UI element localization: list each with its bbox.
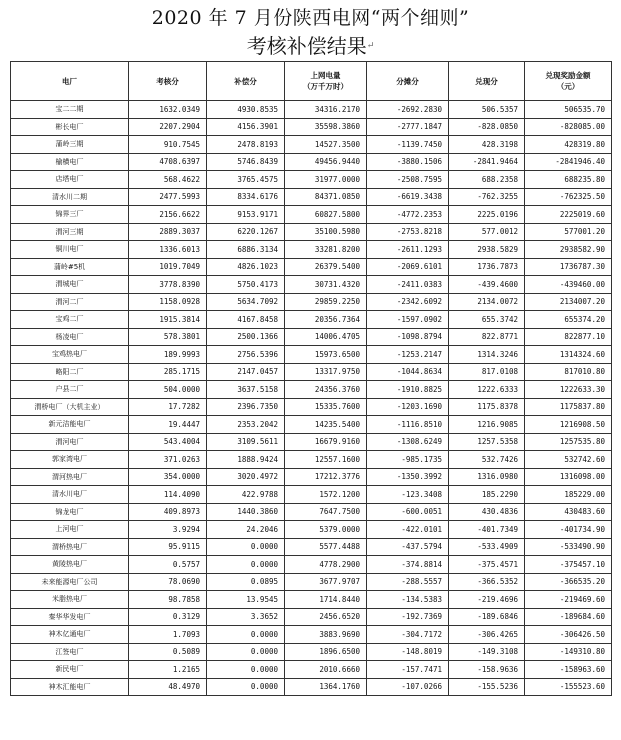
value-cell: -828.0850 <box>449 118 525 136</box>
value-cell: 3778.8390 <box>129 276 207 294</box>
value-cell: 2010.6660 <box>285 661 367 679</box>
value-cell: 910.7545 <box>129 136 207 154</box>
value-cell: 1.7093 <box>129 626 207 644</box>
table-row <box>11 678 612 696</box>
value-cell: -762325.50 <box>525 188 612 206</box>
value-cell: 12557.1600 <box>285 451 367 469</box>
value-cell: 3020.4972 <box>207 468 285 486</box>
value-cell: -148.8019 <box>367 643 449 661</box>
plant-name-cell: 上河电厂 <box>11 521 129 539</box>
value-cell: 30731.4320 <box>285 276 367 294</box>
value-cell: 1257.5358 <box>449 433 525 451</box>
table-row <box>11 591 612 609</box>
value-cell: -401734.90 <box>525 521 612 539</box>
value-cell: 4708.6397 <box>129 153 207 171</box>
value-cell: 3.3652 <box>207 608 285 626</box>
plant-name-cell: 店塔电厂 <box>11 171 129 189</box>
value-cell: -306.4265 <box>449 626 525 644</box>
table-row <box>11 363 612 381</box>
value-cell: 578.3801 <box>129 328 207 346</box>
plant-name-cell: 神木亿通电厂 <box>11 626 129 644</box>
value-cell: 49456.9440 <box>285 153 367 171</box>
value-cell: 3.9294 <box>129 521 207 539</box>
value-cell: -149310.80 <box>525 643 612 661</box>
value-cell: 60827.5800 <box>285 206 367 224</box>
value-cell: 1.2165 <box>129 661 207 679</box>
value-cell: -149.3108 <box>449 643 525 661</box>
value-cell: -401.7349 <box>449 521 525 539</box>
plant-name-cell: 米脂热电厂 <box>11 591 129 609</box>
value-cell: -1253.2147 <box>367 346 449 364</box>
table-row <box>11 293 612 311</box>
column-header-label: 电厂 <box>62 76 77 86</box>
plant-name-cell: 渭河热电厂 <box>11 468 129 486</box>
value-cell: 2500.1366 <box>207 328 285 346</box>
document-title-line1: 2020 年 7 月份陕西电网“两个细则” <box>151 7 470 29</box>
value-cell: 5577.4488 <box>285 538 367 556</box>
value-cell: 2478.8193 <box>207 136 285 154</box>
value-cell: 688235.80 <box>525 171 612 189</box>
value-cell: -2411.0383 <box>367 276 449 294</box>
table-row <box>11 188 612 206</box>
value-cell: 29859.2250 <box>285 293 367 311</box>
column-header <box>525 62 612 101</box>
value-cell: 2207.2904 <box>129 118 207 136</box>
value-cell: 0.3129 <box>129 608 207 626</box>
value-cell: 2156.6622 <box>129 206 207 224</box>
value-cell: 5750.4173 <box>207 276 285 294</box>
value-cell: 822877.10 <box>525 328 612 346</box>
value-cell: -157.7471 <box>367 661 449 679</box>
value-cell: 1216908.50 <box>525 416 612 434</box>
value-cell: 4156.3901 <box>207 118 285 136</box>
column-header-label: 考核分 <box>156 76 179 86</box>
value-cell: -828085.00 <box>525 118 612 136</box>
value-cell: 655374.20 <box>525 311 612 329</box>
value-cell: -189684.60 <box>525 608 612 626</box>
plant-name-cell: 锦界三厂 <box>11 206 129 224</box>
value-cell: 409.8973 <box>129 503 207 521</box>
value-cell: -288.5557 <box>367 573 449 591</box>
table-row <box>11 661 612 679</box>
value-cell: -107.0266 <box>367 678 449 696</box>
column-header-label: （万千万时） <box>303 82 348 91</box>
table-row <box>11 538 612 556</box>
value-cell: 35598.3860 <box>285 118 367 136</box>
value-cell: 2396.7350 <box>207 398 285 416</box>
value-cell: -4772.2353 <box>367 206 449 224</box>
column-header-label: 兑现奖励金额 <box>545 71 591 80</box>
value-cell: 1915.3814 <box>129 311 207 329</box>
value-cell: 4167.8458 <box>207 311 285 329</box>
value-cell: -1910.8825 <box>367 381 449 399</box>
table-row <box>11 556 612 574</box>
column-header <box>449 62 525 101</box>
value-cell: -2342.6092 <box>367 293 449 311</box>
value-cell: 1222.6333 <box>449 381 525 399</box>
value-cell: 0.0000 <box>207 556 285 574</box>
value-cell: 14235.5400 <box>285 416 367 434</box>
value-cell: -2753.8218 <box>367 223 449 241</box>
value-cell: 0.5757 <box>129 556 207 574</box>
value-cell: 543.4004 <box>129 433 207 451</box>
value-cell: -422.0101 <box>367 521 449 539</box>
table-header <box>11 62 612 101</box>
table-row <box>11 258 612 276</box>
value-cell: 1714.8440 <box>285 591 367 609</box>
value-cell: 1158.0928 <box>129 293 207 311</box>
table-row <box>11 398 612 416</box>
value-cell: 7647.7500 <box>285 503 367 521</box>
table-row <box>11 311 612 329</box>
value-cell: -219469.60 <box>525 591 612 609</box>
value-cell: 3765.4575 <box>207 171 285 189</box>
value-cell: -134.5383 <box>367 591 449 609</box>
value-cell: 688.2358 <box>449 171 525 189</box>
value-cell: -306426.50 <box>525 626 612 644</box>
table-row <box>11 136 612 154</box>
value-cell: 655.3742 <box>449 311 525 329</box>
plant-name-cell: 渭河电厂 <box>11 433 129 451</box>
plant-name-cell: 渭河三期 <box>11 223 129 241</box>
value-cell: -2841.9464 <box>449 153 525 171</box>
value-cell: 817.0108 <box>449 363 525 381</box>
table-row <box>11 171 612 189</box>
value-cell: 14527.3500 <box>285 136 367 154</box>
value-cell: 422.9788 <box>207 486 285 504</box>
table-row <box>11 573 612 591</box>
column-header <box>207 62 285 101</box>
value-cell: 2477.5993 <box>129 188 207 206</box>
value-cell: 95.9115 <box>129 538 207 556</box>
value-cell: 2756.5396 <box>207 346 285 364</box>
plant-name-cell: 略阳二厂 <box>11 363 129 381</box>
value-cell: -985.1735 <box>367 451 449 469</box>
table-row <box>11 118 612 136</box>
value-cell: -366.5352 <box>449 573 525 591</box>
value-cell: -1308.6249 <box>367 433 449 451</box>
value-cell: 20356.7364 <box>285 311 367 329</box>
value-cell: 15973.6500 <box>285 346 367 364</box>
value-cell: -158.9636 <box>449 661 525 679</box>
value-cell: 24356.3760 <box>285 381 367 399</box>
value-cell: -439.4600 <box>449 276 525 294</box>
value-cell: -1098.8794 <box>367 328 449 346</box>
column-header-label: （元） <box>556 82 580 91</box>
value-cell: 24.2046 <box>207 521 285 539</box>
column-header <box>11 62 129 101</box>
value-cell: 31977.0000 <box>285 171 367 189</box>
value-cell: 17212.3776 <box>285 468 367 486</box>
table-row <box>11 468 612 486</box>
table-row <box>11 608 612 626</box>
value-cell: 577001.20 <box>525 223 612 241</box>
plant-name-cell: 宝鸡二厂 <box>11 311 129 329</box>
value-cell: 3637.5158 <box>207 381 285 399</box>
value-cell: 4930.8535 <box>207 101 285 119</box>
value-cell: 15335.7600 <box>285 398 367 416</box>
value-cell: 822.8771 <box>449 328 525 346</box>
value-cell: 577.0012 <box>449 223 525 241</box>
return-mark-icon: ↵ <box>366 41 375 51</box>
table-row <box>11 223 612 241</box>
value-cell: 13317.9750 <box>285 363 367 381</box>
value-cell: 5634.7092 <box>207 293 285 311</box>
column-header <box>285 62 367 101</box>
value-cell: 34316.2170 <box>285 101 367 119</box>
value-cell: 185.2290 <box>449 486 525 504</box>
value-cell: 1316.0980 <box>449 468 525 486</box>
value-cell: 5746.8439 <box>207 153 285 171</box>
plant-name-cell: 宝鸡热电厂 <box>11 346 129 364</box>
value-cell: 428.3198 <box>449 136 525 154</box>
value-cell: 3677.9707 <box>285 573 367 591</box>
value-cell: 285.1715 <box>129 363 207 381</box>
table-row <box>11 241 612 259</box>
value-cell: 84371.0850 <box>285 188 367 206</box>
value-cell: -375457.10 <box>525 556 612 574</box>
column-header-label: 分摊分 <box>396 76 419 86</box>
value-cell: 532742.60 <box>525 451 612 469</box>
value-cell: 2134.0072 <box>449 293 525 311</box>
value-cell: -1597.0902 <box>367 311 449 329</box>
table-row <box>11 503 612 521</box>
value-cell: 6886.3134 <box>207 241 285 259</box>
plant-name-cell: 清水川二期 <box>11 188 129 206</box>
value-cell: -533.4909 <box>449 538 525 556</box>
value-cell: 33281.8200 <box>285 241 367 259</box>
document-title-text: 考核补偿结果 <box>246 34 367 58</box>
value-cell: 1257535.80 <box>525 433 612 451</box>
value-cell: 506535.70 <box>525 101 612 119</box>
value-cell: -155523.60 <box>525 678 612 696</box>
value-cell: -219.4696 <box>449 591 525 609</box>
value-cell: 2938582.90 <box>525 241 612 259</box>
column-header-label: 上网电量 <box>310 71 341 80</box>
value-cell: 35100.5980 <box>285 223 367 241</box>
value-cell: -2777.1847 <box>367 118 449 136</box>
value-cell: 14006.4705 <box>285 328 367 346</box>
header-row <box>11 62 612 101</box>
plant-name-cell: 蒲岭#5机 <box>11 258 129 276</box>
value-cell: 1896.6500 <box>285 643 367 661</box>
value-cell: -600.0051 <box>367 503 449 521</box>
plant-name-cell: 江签电厂 <box>11 643 129 661</box>
value-cell: 2889.3037 <box>129 223 207 241</box>
value-cell: 430483.60 <box>525 503 612 521</box>
plant-name-cell: 榆横电厂 <box>11 153 129 171</box>
value-cell: -1116.8510 <box>367 416 449 434</box>
value-cell: 568.4622 <box>129 171 207 189</box>
value-cell: -762.3255 <box>449 188 525 206</box>
table-row <box>11 486 612 504</box>
plant-name-cell: 杨凌电厂 <box>11 328 129 346</box>
value-cell: 2225.0196 <box>449 206 525 224</box>
value-cell: 19.4447 <box>129 416 207 434</box>
value-cell: -366535.20 <box>525 573 612 591</box>
plant-name-cell: 神木汇能电厂 <box>11 678 129 696</box>
value-cell: 5379.0000 <box>285 521 367 539</box>
value-cell: 1736.7873 <box>449 258 525 276</box>
table-body <box>11 101 612 696</box>
value-cell: -158963.60 <box>525 661 612 679</box>
value-cell: 1336.6013 <box>129 241 207 259</box>
value-cell: 1440.3860 <box>207 503 285 521</box>
value-cell: 1632.0349 <box>129 101 207 119</box>
table-row <box>11 206 612 224</box>
value-cell: -2692.2830 <box>367 101 449 119</box>
results-table <box>10 61 612 696</box>
value-cell: 1888.9424 <box>207 451 285 469</box>
plant-name-cell: 锦龙电厂 <box>11 503 129 521</box>
column-header <box>129 62 207 101</box>
table-row <box>11 626 612 644</box>
value-cell: -1044.8634 <box>367 363 449 381</box>
value-cell: 1316098.00 <box>525 468 612 486</box>
document-title-line2 <box>0 33 621 61</box>
plant-name-cell: 渭河二厂 <box>11 293 129 311</box>
table-row <box>11 328 612 346</box>
value-cell: -439460.00 <box>525 276 612 294</box>
value-cell: 506.5357 <box>449 101 525 119</box>
table-row <box>11 416 612 434</box>
plant-name-cell: 宝二二期 <box>11 101 129 119</box>
column-header-label: 兑现分 <box>475 76 498 86</box>
value-cell: 0.0000 <box>207 538 285 556</box>
value-cell: -6619.3438 <box>367 188 449 206</box>
value-cell: -123.3408 <box>367 486 449 504</box>
value-cell: -375.4571 <box>449 556 525 574</box>
table-row <box>11 451 612 469</box>
value-cell: 3883.9690 <box>285 626 367 644</box>
value-cell: -192.7369 <box>367 608 449 626</box>
table-row <box>11 153 612 171</box>
value-cell: 817010.80 <box>525 363 612 381</box>
value-cell: 1019.7049 <box>129 258 207 276</box>
value-cell: 1222633.30 <box>525 381 612 399</box>
plant-name-cell: 渭桥热电厂 <box>11 538 129 556</box>
value-cell: 1314.3246 <box>449 346 525 364</box>
value-cell: 1216.9085 <box>449 416 525 434</box>
value-cell: 16679.9160 <box>285 433 367 451</box>
value-cell: 189.9993 <box>129 346 207 364</box>
value-cell: 2353.2042 <box>207 416 285 434</box>
value-cell: 430.4836 <box>449 503 525 521</box>
value-cell: 6220.1267 <box>207 223 285 241</box>
plant-name-cell: 新民电厂 <box>11 661 129 679</box>
value-cell: 1364.1760 <box>285 678 367 696</box>
table-row <box>11 381 612 399</box>
value-cell: 9153.9171 <box>207 206 285 224</box>
value-cell: 504.0000 <box>129 381 207 399</box>
plant-name-cell: 彬长电厂 <box>11 118 129 136</box>
value-cell: 4826.1023 <box>207 258 285 276</box>
value-cell: 3109.5611 <box>207 433 285 451</box>
value-cell: 1175.8378 <box>449 398 525 416</box>
value-cell: 1736787.30 <box>525 258 612 276</box>
table-row <box>11 346 612 364</box>
value-cell: -2611.1293 <box>367 241 449 259</box>
value-cell: 2938.5829 <box>449 241 525 259</box>
plant-name-cell: 渭桥电厂（大机主业） <box>11 398 129 416</box>
table-row <box>11 276 612 294</box>
plant-name-cell: 铜川电厂 <box>11 241 129 259</box>
value-cell: -3880.1506 <box>367 153 449 171</box>
value-cell: 0.0895 <box>207 573 285 591</box>
value-cell: -1139.7450 <box>367 136 449 154</box>
plant-name-cell: 渭城电厂 <box>11 276 129 294</box>
plant-name-cell: 户县二厂 <box>11 381 129 399</box>
value-cell: 13.9545 <box>207 591 285 609</box>
value-cell: -155.5236 <box>449 678 525 696</box>
value-cell: 98.7858 <box>129 591 207 609</box>
value-cell: 2147.0457 <box>207 363 285 381</box>
value-cell: 2225019.60 <box>525 206 612 224</box>
value-cell: 1175837.80 <box>525 398 612 416</box>
value-cell: 4778.2900 <box>285 556 367 574</box>
value-cell: 0.0000 <box>207 678 285 696</box>
value-cell: -2508.7595 <box>367 171 449 189</box>
plant-name-cell: 未来能源电厂公司 <box>11 573 129 591</box>
value-cell: -2069.6101 <box>367 258 449 276</box>
value-cell: -189.6846 <box>449 608 525 626</box>
plant-name-cell: 秦华华发电厂 <box>11 608 129 626</box>
value-cell: -437.5794 <box>367 538 449 556</box>
value-cell: 1572.1200 <box>285 486 367 504</box>
table-row <box>11 521 612 539</box>
value-cell: -304.7172 <box>367 626 449 644</box>
value-cell: 48.4970 <box>129 678 207 696</box>
value-cell: 428319.80 <box>525 136 612 154</box>
value-cell: -1350.3992 <box>367 468 449 486</box>
value-cell: 0.0000 <box>207 643 285 661</box>
value-cell: 185229.00 <box>525 486 612 504</box>
value-cell: 0.0000 <box>207 661 285 679</box>
column-header <box>367 62 449 101</box>
value-cell: -374.8814 <box>367 556 449 574</box>
value-cell: -2841946.40 <box>525 153 612 171</box>
table-row <box>11 643 612 661</box>
table-row <box>11 433 612 451</box>
value-cell: 371.0263 <box>129 451 207 469</box>
plant-name-cell: 郭家湾电厂 <box>11 451 129 469</box>
value-cell: 354.0000 <box>129 468 207 486</box>
value-cell: 0.5089 <box>129 643 207 661</box>
plant-name-cell: 新元洁能电厂 <box>11 416 129 434</box>
plant-name-cell: 黄陵热电厂 <box>11 556 129 574</box>
value-cell: 26379.5400 <box>285 258 367 276</box>
value-cell: 114.4090 <box>129 486 207 504</box>
column-header-label: 补偿分 <box>234 76 257 86</box>
value-cell: 17.7282 <box>129 398 207 416</box>
value-cell: 0.0000 <box>207 626 285 644</box>
value-cell: 78.0690 <box>129 573 207 591</box>
value-cell: 2456.6520 <box>285 608 367 626</box>
table-row <box>11 101 612 119</box>
value-cell: -533490.90 <box>525 538 612 556</box>
value-cell: 1314324.60 <box>525 346 612 364</box>
plant-name-cell: 蒲岭三期 <box>11 136 129 154</box>
value-cell: -1203.1690 <box>367 398 449 416</box>
value-cell: 532.7426 <box>449 451 525 469</box>
value-cell: 8334.6176 <box>207 188 285 206</box>
plant-name-cell: 清水川电厂 <box>11 486 129 504</box>
value-cell: 2134007.20 <box>525 293 612 311</box>
